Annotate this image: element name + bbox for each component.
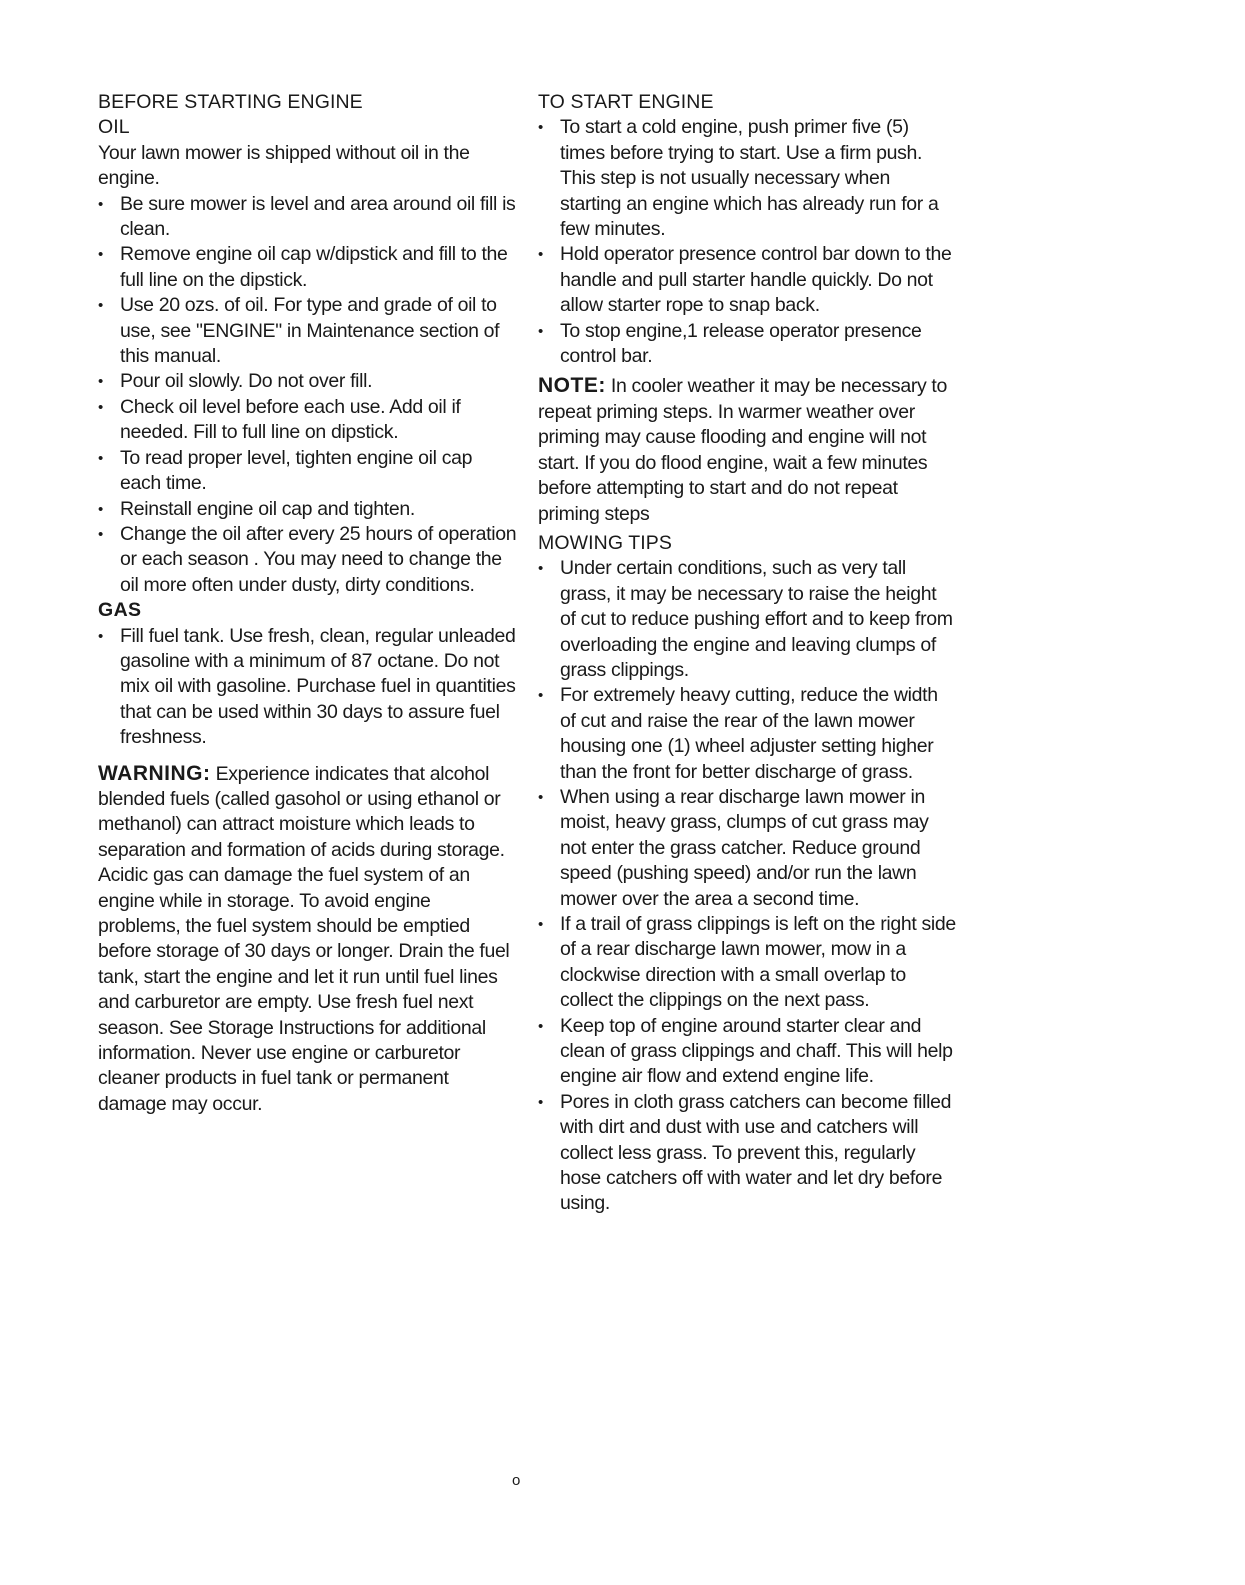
warning-label: WARNING:	[98, 761, 211, 785]
page-number: o	[512, 1472, 521, 1489]
note-text: In cooler weather it may be necessary to repeat priming steps. In warmer weather over priming may cause flooding and engine will not start. If you do flood engine, wait a few minutes before attempting to start and do not repeat priming steps	[538, 375, 947, 525]
gas-bullet: • Fill fuel tank. Use fresh, clean, regular unleaded gasoline with a minimum of 87 octane. Do not mix oil with gasoline. Purchase fuel in quantities that can be used within 30 days to assure fuel freshness.	[98, 624, 518, 751]
mowing-bullet: • For extremely heavy cutting, reduce the width of cut and raise the rear of the lawn mower housing one (1) wheel adjuster setting higher than the front for better discharge of grass.	[538, 683, 956, 785]
mowing-bullet-list	[538, 556, 956, 1217]
oil-bullet: • To read proper level, tighten engine oil cap each time.	[98, 446, 518, 497]
oil-bullet: • Be sure mower is level and area around oil fill is clean.	[98, 192, 518, 243]
mowing-tips-heading: MOWING TIPS	[538, 531, 672, 554]
gas-heading: GAS	[98, 599, 142, 622]
start-bullet: • To stop engine,1 release operator presence control bar.	[538, 319, 956, 370]
right-column	[538, 90, 956, 1217]
oil-bullet-list	[98, 192, 518, 599]
start-bullet: • To start a cold engine, push primer five (5) times before trying to start. Use a firm push. This step is not usually necessary when starting an engine which has already run for a few minutes.	[538, 115, 956, 242]
mowing-bullet: • Keep top of engine around starter clear and clean of grass clippings and chaff. This will help engine air flow and extend engine life.	[538, 1014, 956, 1090]
start-bullet: • Hold operator presence control bar down to the handle and pull starter handle quickly. Do not allow starter rope to snap back.	[538, 242, 956, 318]
mowing-bullet: • When using a rear discharge lawn mower in moist, heavy grass, clumps of cut grass may not enter the grass catcher. Reduce ground speed (pushing speed) and/or run the lawn mower over the area a second time.	[538, 785, 956, 912]
mowing-bullet: • Pores in cloth grass catchers can become filled with dirt and dust with use and catchers will collect less grass. To prevent this, regularly hose catchers off with water and let dry before using.	[538, 1090, 956, 1217]
note-block	[538, 373, 956, 526]
oil-bullet: • Check oil level before each use. Add oil if needed. Fill to full line on dipstick.	[98, 395, 518, 446]
warning-text: Experience indicates that alcohol blended fuels (called gasohol or using ethanol or methanol) can attract moisture which leads to separation and formation of acids during storage. Acidic gas can damage the fuel system of an engine while in storage. To avoid engine problems, the fuel system should be emptied before storage of 30 days or longer. Drain the fuel tank, start the engine and let it run until fuel lines and carburetor are empty. Use fresh fuel next season. See Storage Instructions for additional information. Never use engine or carburetor cleaner products in fuel tank or permanent damage may occur.	[98, 762, 510, 1115]
warning-block	[98, 761, 518, 1118]
oil-bullet: • Pour oil slowly. Do not over fill.	[98, 369, 518, 394]
start-bullet-list	[538, 115, 956, 369]
before-starting-heading: BEFORE STARTING ENGINE	[98, 91, 363, 113]
to-start-heading: TO START ENGINE	[538, 91, 714, 113]
oil-intro: Your lawn mower is shipped without oil in the engine.	[98, 141, 470, 190]
mowing-bullet: • Under certain conditions, such as very tall grass, it may be necessary to raise the height of cut to reduce pushing effort and to keep from overloading the engine and leaving clumps of grass clippings.	[538, 556, 956, 683]
left-column	[98, 90, 518, 1117]
oil-bullet: • Remove engine oil cap w/dipstick and fill to the full line on the dipstick.	[98, 242, 518, 293]
note-label: NOTE:	[538, 374, 606, 398]
oil-heading: OIL	[98, 116, 130, 139]
oil-bullet: • Change the oil after every 25 hours of operation or each season . You may need to change the oil more often under dusty, dirty conditions.	[98, 522, 518, 598]
oil-bullet: • Use 20 ozs. of oil. For type and grade of oil to use, see "ENGINE" in Maintenance section of this manual.	[98, 293, 518, 369]
gas-bullet-list	[98, 624, 518, 751]
mowing-bullet: • If a trail of grass clippings is left on the right side of a rear discharge lawn mower, mow in a clockwise direction with a small overlap to collect the clippings on the next pass.	[538, 912, 956, 1014]
oil-bullet: • Reinstall engine oil cap and tighten.	[98, 497, 518, 522]
